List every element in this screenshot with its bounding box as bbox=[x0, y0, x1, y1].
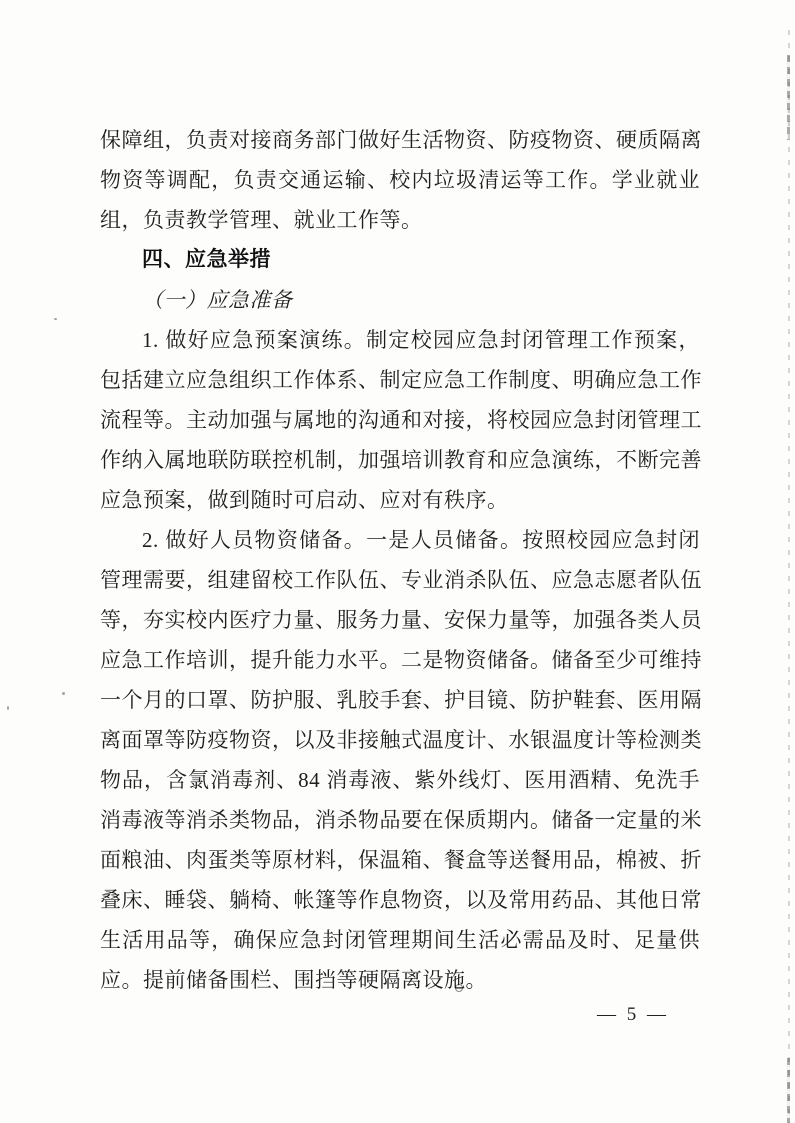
text-line: 2. 做好人员物资储备。一是人员储备。按照校园应急封闭 bbox=[142, 528, 700, 552]
text-line: 面粮油、肉蛋类等原材料，保温箱、餐盒等送餐用品，棉被、折 bbox=[100, 848, 702, 872]
text-line: 包括建立应急组织工作体系、制定应急工作制度、明确应急工作 bbox=[100, 368, 702, 392]
page-number: — 5 — bbox=[597, 1004, 669, 1025]
scan-edge-artifact bbox=[788, 30, 790, 1123]
scan-speck bbox=[54, 318, 57, 320]
scan-edge-artifact bbox=[787, 55, 790, 140]
subsection-heading: （一）应急准备 bbox=[142, 288, 293, 312]
text-line: 应急预案，做到随时可启动、应对有秩序。 bbox=[100, 488, 509, 512]
text-line: 组，负责教学管理、就业工作等。 bbox=[100, 208, 423, 232]
text-line: 生活用品等，确保应急封闭管理期间生活必需品及时、足量供 bbox=[100, 928, 700, 952]
text-line: 消毒液等消杀类物品，消杀物品要在保质期内。储备一定量的米 bbox=[100, 808, 702, 832]
text-line: 叠床、睡袋、躺椅、帐篷等作息物资，以及常用药品、其他日常 bbox=[100, 888, 702, 912]
scan-edge-artifact bbox=[787, 1058, 790, 1123]
scan-speck bbox=[455, 984, 463, 992]
text-line: 作纳入属地联防联控机制，加强培训教育和应急演练，不断完善 bbox=[100, 448, 702, 472]
text-line: 管理需要，组建留校工作队伍、专业消杀队伍、应急志愿者队伍 bbox=[100, 568, 702, 592]
document-body bbox=[100, 120, 700, 1000]
text-line: 等，夯实校内医疗力量、服务力量、安保力量等，加强各类人员 bbox=[100, 608, 702, 632]
text-line: 流程等。主动加强与属地的沟通和对接，将校园应急封闭管理工 bbox=[100, 408, 702, 432]
text-line: 应急工作培训，提升能力水平。二是物资储备。储备至少可维持 bbox=[100, 648, 702, 672]
text-line: 保障组，负责对接商务部门做好生活物资、防疫物资、硬质隔离 bbox=[100, 128, 702, 152]
text-line: 物品，含氯消毒剂、84 消毒液、紫外线灯、医用酒精、免洗手 bbox=[100, 768, 700, 792]
scan-speck bbox=[62, 692, 65, 695]
text-line: 1. 做好应急预案演练。制定校园应急封闭管理工作预案， bbox=[142, 328, 700, 352]
section-heading: 四、应急举措 bbox=[142, 248, 271, 271]
scan-speck bbox=[7, 706, 9, 710]
text-line: 应。提前储备围栏、围挡等硬隔离设施。 bbox=[100, 968, 487, 992]
text-line: 离面罩等防疫物资，以及非接触式温度计、水银温度计等检测类 bbox=[100, 728, 702, 752]
text-line: 物资等调配，负责交通运输、校内垃圾清运等工作。学业就业 bbox=[100, 168, 700, 192]
text-line: 一个月的口罩、防护服、乳胶手套、护目镜、防护鞋套、医用隔 bbox=[100, 688, 702, 712]
